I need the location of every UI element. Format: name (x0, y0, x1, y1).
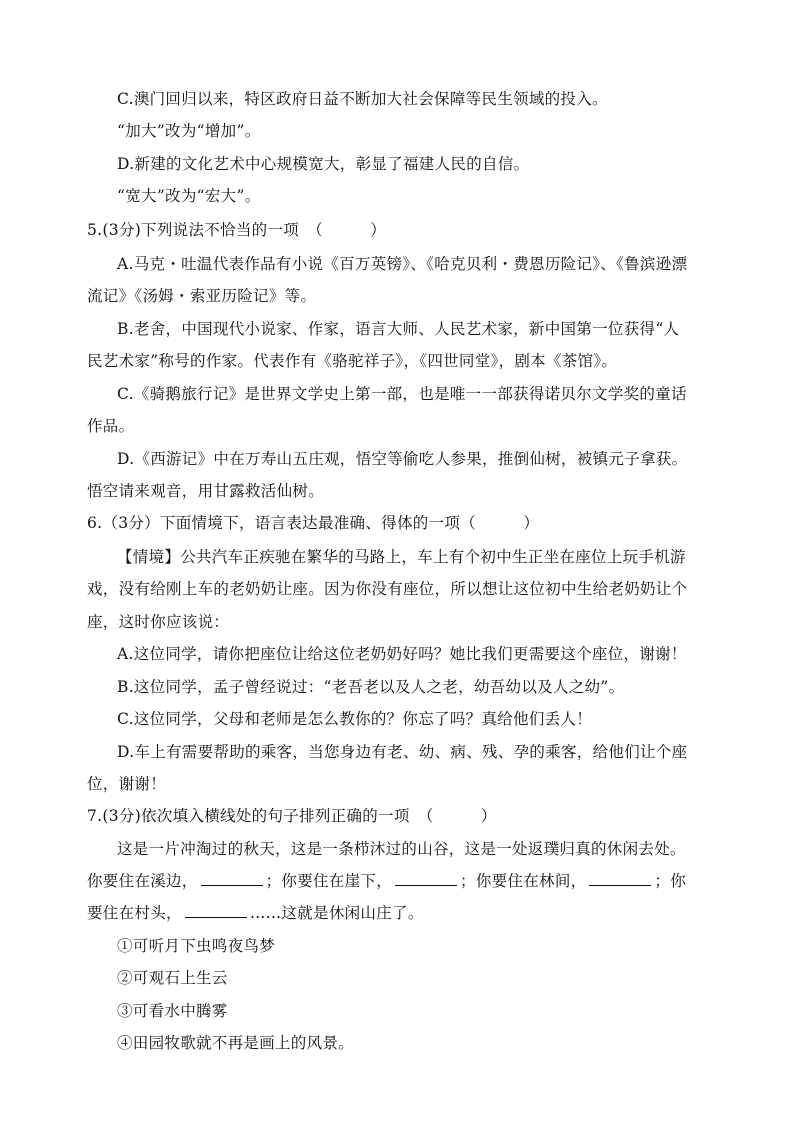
q5-option-a-line1: A.马克・吐温代表作品有小说《百万英镑》、《哈克贝利・费恩历险记》、《鲁滨逊漂 (117, 255, 688, 273)
q6-context-line1: 【情境】公共汽车正疾驰在繁华的马路上，车上有个初中生正坐在座位上玩手机游 (117, 548, 686, 566)
q7-passage-seg-a: 你要住在溪边， (87, 872, 198, 890)
q7-item-4: ④田园牧歌就不再是画上的风景。 (117, 1034, 355, 1052)
q7-passage-line2 (87, 870, 686, 892)
q6-context-line2: 戏，没有给刚上车的老奶奶让座。因为你没有座位，所以想让这位初中生给老奶奶让个 (87, 580, 688, 598)
q4-option-d-fix: “宽大”改为“宏大”。 (117, 187, 261, 205)
q7-passage-seg-f: ……这就是休闲山庄了。 (249, 904, 424, 922)
q5-option-c-line1: C.《骑鹅旅行记》是世界文学史上第一部，也是唯一一部获得诺贝尔文学奖的童话 (117, 385, 687, 403)
q7-passage-seg-d: ；你 (654, 872, 687, 890)
q5-option-d-line1: D.《西游记》中在万寿山五庄观，悟空等偷吃人参果，推倒仙树，被镇元子拿获。 (117, 450, 688, 468)
q7-blank-1[interactable] (201, 871, 263, 886)
q7-stem: 7.(3分)依次填入横线处的句子排列正确的一项 （ ） (87, 807, 497, 825)
q6-context-line3: 座，这时你应该说： (87, 613, 230, 631)
q7-item-1: ①可听月下虫鸣夜鸟梦 (117, 937, 276, 955)
q5-option-c-line2: 作品。 (87, 417, 135, 435)
q6-stem: 6.（3分）下面情境下，语言表达最准确、得体的一项（ ） (87, 514, 540, 532)
q6-option-d-line2: 位，谢谢！ (87, 775, 167, 793)
q4-option-c-fix: “加大”改为“增加”。 (117, 122, 261, 140)
q7-blank-3[interactable] (589, 871, 651, 886)
q5-option-b-line2: 民艺术家”称号的作家。代表作有《骆驼祥子》，《四世同堂》，剧本《茶馆》。 (87, 352, 618, 370)
q7-passage-seg-e: 要住在村头， (87, 904, 182, 922)
q7-passage-line1: 这是一片冲淘过的秋天，这是一条栉沐过的山谷，这是一处返璞归真的休闲去处。 (117, 840, 686, 858)
q6-option-a: A.这位同学，请你把座位让给这位老奶奶好吗？她比我们更需要这个座位，谢谢！ (117, 645, 687, 663)
q7-blank-2[interactable] (395, 871, 457, 886)
q7-item-2: ②可观石上生云 (117, 969, 228, 987)
q7-passage-line3 (87, 902, 424, 924)
q4-option-c: C.澳门回归以来，特区政府日益不断加大社会保障等民生领域的投入。 (117, 90, 608, 108)
q5-option-a-line2: 流记》《汤姆・索亚历险记》等。 (87, 287, 317, 305)
q7-item-3: ③可看水中腾雾 (117, 1002, 228, 1020)
q5-stem: 5.(3分)下列说法不恰当的一项 （ ） (87, 221, 387, 239)
q7-passage-seg-c: ；你要住在林间， (460, 872, 587, 890)
q5-option-d-line2: 悟空请来观音，用甘露救活仙树。 (87, 482, 325, 500)
q4-option-d: D.新建的文化艺术中心规模宽大，彰显了福建人民的自信。 (117, 155, 530, 173)
q6-option-b: B.这位同学，孟子曾经说过：“老吾老以及人之老，幼吾幼以及人之幼”。 (117, 678, 625, 696)
q5-option-b-line1: B.老舍，中国现代小说家、作家，语言大师、人民艺术家，新中国第一位获得“人 (117, 320, 680, 338)
q6-option-c: C.这位同学，父母和老师是怎么教你的？你忘了吗？真给他们丢人！ (117, 710, 593, 728)
q7-blank-4[interactable] (185, 903, 247, 918)
q6-option-d-line1: D.车上有需要帮助的乘客，当您身边有老、幼、病、残、孕的乘客，给他们让个座 (117, 743, 688, 761)
q7-passage-seg-b: ；你要住在崖下， (265, 872, 393, 890)
